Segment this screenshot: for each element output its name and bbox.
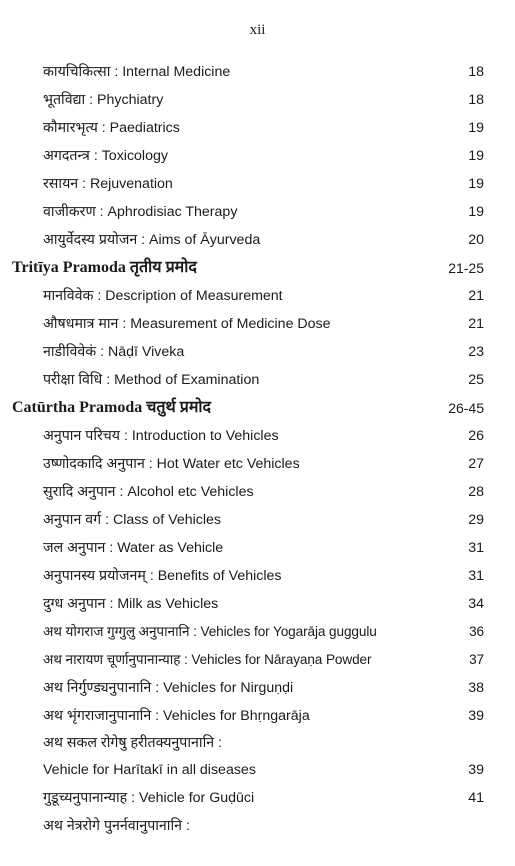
toc-entry <box>0 730 515 757</box>
toc-entry <box>0 114 515 142</box>
toc-entry <box>0 757 515 784</box>
toc-entry <box>0 422 515 450</box>
entry-page-number: 23 <box>468 344 484 360</box>
entry-title: कायचिकित्सा : Internal Medicine <box>43 64 231 80</box>
entry-page-number: 19 <box>468 120 484 136</box>
entry-page-number: 19 <box>468 148 484 164</box>
entry-title: वाजीकरण : Aphrodisiac Therapy <box>43 204 238 220</box>
toc-entry <box>0 590 515 618</box>
entry-title: अगदतन्त्र : Toxicology <box>43 148 168 164</box>
entry-page-number: 28 <box>468 484 484 500</box>
entry-page-number: 21 <box>468 316 484 332</box>
toc-entry <box>0 702 515 730</box>
toc-entry <box>0 450 515 478</box>
toc-entry <box>0 338 515 366</box>
toc-entry <box>0 534 515 562</box>
entry-page-number: 18 <box>468 92 484 108</box>
toc-entry <box>0 784 515 812</box>
page-number: xii <box>249 22 266 38</box>
entry-page-number: 27 <box>468 456 484 472</box>
toc-entry <box>0 562 515 590</box>
entry-title: नाडीविवेकं : Nāḍī Viveka <box>43 344 185 360</box>
entry-title: अथ नेत्ररोगे पुनर्नवानुपानानि : <box>43 818 190 834</box>
toc-entry <box>0 646 515 674</box>
entry-title: अथ योगराज गुग्गुलु अनुपानानि : Vehicles for Yogarāja guggulu <box>43 624 377 639</box>
toc-entry <box>0 226 515 254</box>
entry-title: अथ नारायण चूर्णानुपानान्याह : Vehicles for Nārayaṇa Powder <box>43 652 372 667</box>
entry-page-number: 38 <box>468 680 484 696</box>
entry-title: जल अनुपान : Water as Vehicle <box>43 540 224 556</box>
entry-page-number: 21-25 <box>448 260 484 276</box>
section-heading <box>0 394 515 422</box>
toc-entry <box>0 812 515 840</box>
toc-entry <box>0 282 515 310</box>
toc-entry <box>0 506 515 534</box>
entry-title: अथ भृंगराजानुपानानि : Vehicles for Bhṛngarāja <box>43 708 310 724</box>
entry-page-number: 34 <box>468 596 484 612</box>
entry-page-number: 18 <box>468 64 484 80</box>
entry-page-number: 26-45 <box>448 400 484 416</box>
entry-page-number: 29 <box>468 512 484 528</box>
entry-title: गुडूच्यनुपानान्याह : Vehicle for Guḍūci <box>43 790 255 806</box>
entry-page-number: 39 <box>468 708 484 724</box>
entry-title: अनुपान परिचय : Introduction to Vehicles <box>43 428 279 444</box>
entry-page-number: 19 <box>468 204 484 220</box>
entry-page-number: 31 <box>468 540 484 556</box>
entry-title: भूतविद्या : Phychiatry <box>43 92 164 108</box>
entry-page-number: 19 <box>468 176 484 192</box>
entry-page-number: 37 <box>469 652 484 667</box>
toc-entry <box>0 142 515 170</box>
entry-title: कौमारभृत्य : Paediatrics <box>43 120 180 136</box>
entry-title: अथ निर्गुण्ड्यनुपानानि : Vehicles for Nirguṇḍi <box>43 680 294 696</box>
section-heading <box>0 254 515 282</box>
entry-title: आयुर्वेदस्य प्रयोजन : Aims of Āyurveda <box>43 232 261 248</box>
entry-page-number: 21 <box>468 288 484 304</box>
entry-title: परीक्षा विधि : Method of Examination <box>43 372 260 388</box>
entry-title: मानविवेक : Description of Measurement <box>43 288 283 304</box>
toc-entry <box>0 478 515 506</box>
entry-page-number: 20 <box>468 232 484 248</box>
entry-page-number: 31 <box>468 568 484 584</box>
entry-title: दुग्ध अनुपान : Milk as Vehicles <box>43 596 219 612</box>
toc-entry <box>0 618 515 646</box>
toc-entry <box>0 170 515 198</box>
entry-page-number: 26 <box>468 428 484 444</box>
entry-title: अनुपान वर्ग : Class of Vehicles <box>43 512 221 528</box>
toc-entry <box>0 674 515 702</box>
toc-entry <box>0 198 515 226</box>
toc-entry <box>0 310 515 338</box>
table-of-contents <box>0 58 515 840</box>
entry-title: Vehicle for Harītakī in all diseases <box>43 762 256 778</box>
entry-title: Tritīya Pramoda तृतीय प्रमोद <box>12 259 197 276</box>
entry-title: अनुपानस्य प्रयोजनम् : Benefits of Vehicles <box>43 568 282 584</box>
entry-page-number: 39 <box>468 762 484 778</box>
entry-title: Catūrtha Pramoda चतुर्थ प्रमोद <box>12 399 212 416</box>
entry-page-number: 41 <box>468 790 484 806</box>
entry-title: अथ सकल रोगेषु हरीतक्यनुपानानि : <box>43 735 223 751</box>
entry-title: रसायन : Rejuvenation <box>43 176 173 192</box>
entry-title: औषधमात्र मान : Measurement of Medicine Dose <box>43 316 331 332</box>
toc-entry <box>0 58 515 86</box>
entry-title: उष्णोदकादि अनुपान : Hot Water etc Vehicles <box>43 456 300 472</box>
toc-entry <box>0 86 515 114</box>
entry-title: सुरादि अनुपान : Alcohol etc Vehicles <box>43 484 254 500</box>
toc-entry <box>0 366 515 394</box>
entry-page-number: 36 <box>469 624 484 639</box>
entry-page-number: 25 <box>468 372 484 388</box>
